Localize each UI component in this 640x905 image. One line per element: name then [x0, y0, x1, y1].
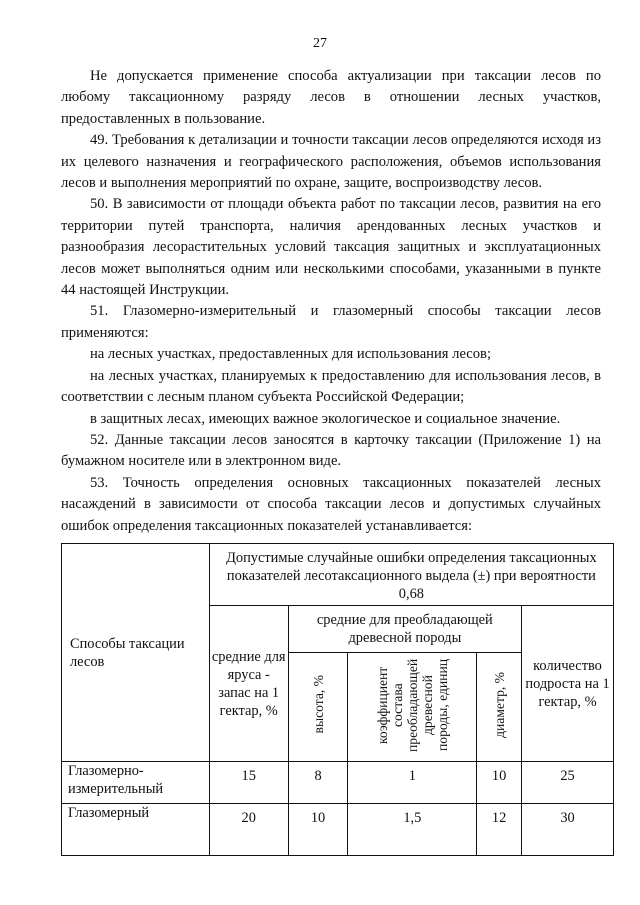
- paragraph-intro: Не допускается применение способа актуализации при таксации лесов по любому таксационному разряду лесов в отношении лесных участков, предоставленных в пользование.: [61, 68, 601, 127]
- header-coef-cell: [348, 653, 477, 762]
- header-diameter-cell: [477, 653, 522, 762]
- cell-stock: 20: [209, 804, 288, 856]
- header-error-group: Допустимые случайные ошибки определения таксационных показателей лесотаксационного выдела (±) при вероятности 0,68: [209, 544, 613, 606]
- cell-diameter: 12: [477, 804, 522, 856]
- header-diameter: диаметр, %: [491, 671, 507, 738]
- header-coef: коэффициент состава преобладающей древесной породы, единиц: [374, 657, 450, 752]
- cell-height: 10: [288, 804, 348, 856]
- paragraph-51: 51. Глазомерно-измерительный и глазомерный способы таксации лесов применяются:: [61, 303, 601, 341]
- cell-height: 8: [288, 762, 348, 804]
- cell-coef: 1: [348, 762, 477, 804]
- row-method: Глазомерный: [62, 804, 210, 856]
- cell-coef: 1,5: [348, 804, 477, 856]
- accuracy-table: [61, 543, 614, 856]
- paragraph-52: 52. Данные таксации лесов заносятся в карточку таксации (Приложение 1) на бумажном носителе или в электронном виде.: [61, 431, 601, 470]
- header-height-cell: [288, 653, 348, 762]
- header-undergrowth: количество подроста на 1 гектар, %: [522, 606, 614, 762]
- page-number: 27: [313, 36, 327, 51]
- row-method: Глазомерно-измерительный: [62, 762, 210, 804]
- header-height: высота, %: [310, 675, 326, 734]
- cell-undergrowth: 30: [522, 804, 614, 856]
- cell-stock: 15: [209, 762, 288, 804]
- paragraph-50: 50. В зависимости от площади объекта работ по таксации лесов, развития на его территории путей транспорта, наличия арендованных лесных участков и разнообразия лесорастительных условий таксация защитных и эксплуатационных лесов может выполняться одним или несколькими способами, указанными в пункте 44 настоящей Инструкции.: [61, 196, 601, 299]
- header-species-group: средние для преобладающей древесной породы: [288, 606, 521, 653]
- list-item-2: на лесных участках, планируемых к предоставлению для использования лесов, в соответствии с лесным планом субъекта Российской Федерации;: [61, 367, 601, 406]
- cell-undergrowth: 25: [522, 762, 614, 804]
- body-text: [61, 66, 601, 537]
- paragraph-53: 53. Точность определения основных таксационных показателей лесных насаждений в зависимости от способа таксации лесов и допустимых случайных ошибок определения таксационных показателей устанавливается:: [61, 474, 601, 534]
- paragraph-49: 49. Требования к детализации и точности таксации лесов определяются исходя из их целевого назначения и географического расположения, объемов использования лесов и выполнения мероприятий по охране, защите, воспроизводству лесов.: [61, 132, 601, 192]
- table-row: [62, 762, 614, 804]
- table-row: [62, 804, 614, 856]
- header-methods: Способы таксации лесов: [62, 544, 210, 762]
- cell-diameter: 10: [477, 762, 522, 804]
- header-stock: средние для яруса - запас на 1 гектар, %: [209, 606, 288, 762]
- list-item-1: на лесных участках, предоставленных для использования лесов;: [90, 346, 492, 363]
- list-item-3: в защитных лесах, имеющих важное экологическое и социальное значение.: [90, 410, 561, 427]
